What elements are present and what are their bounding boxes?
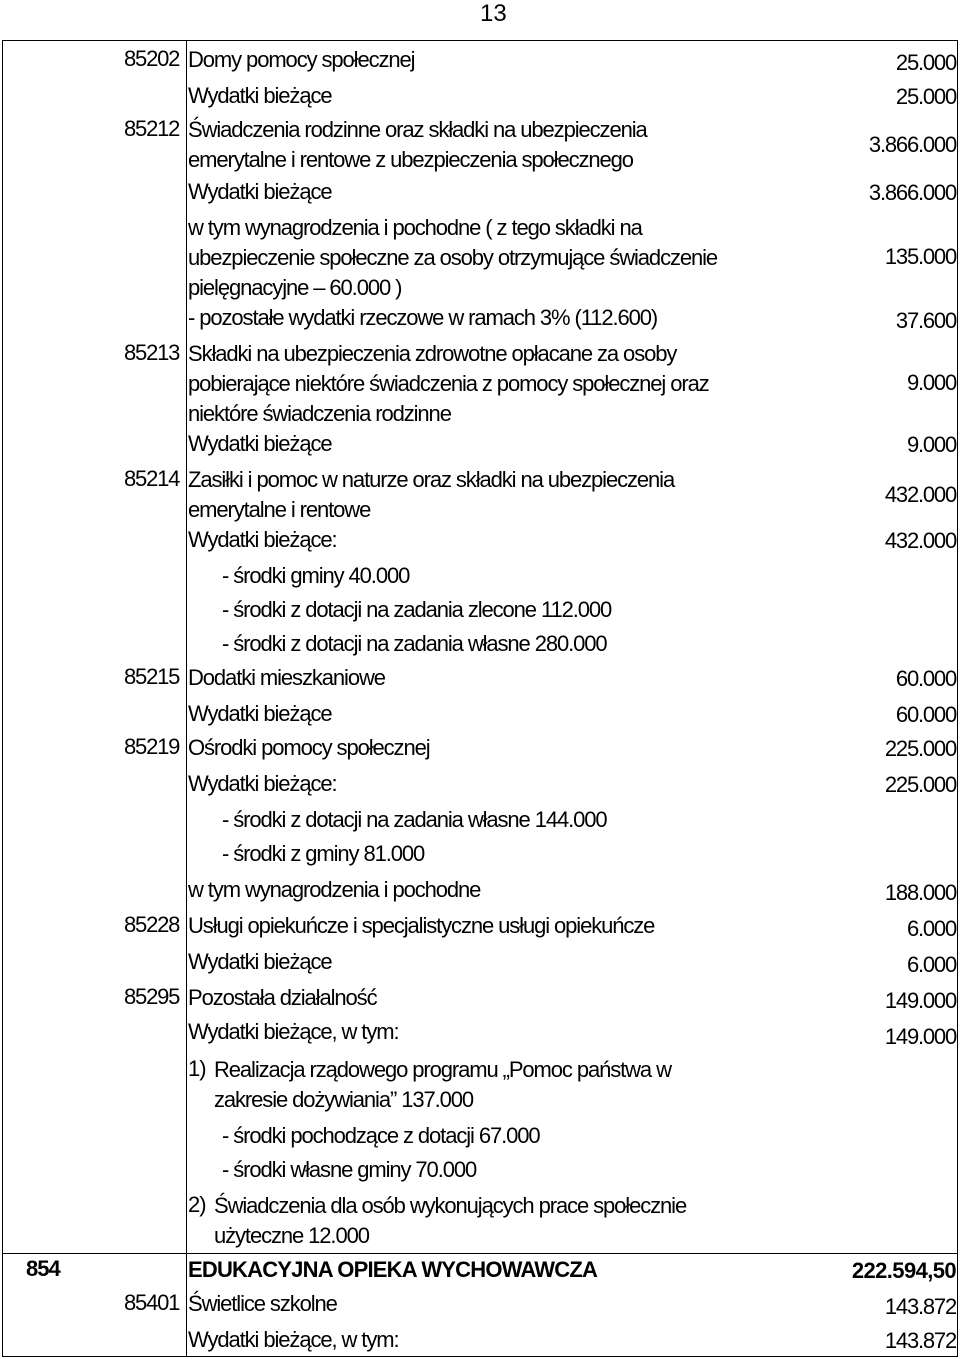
amount: 432.000 <box>884 482 956 507</box>
row-label-cont: emerytalne i rentowe <box>188 497 371 522</box>
row-label: Dodatki mieszkaniowe <box>188 665 385 690</box>
page-number: 13 <box>480 0 507 27</box>
amount: 143.872 <box>884 1294 956 1319</box>
section-title: EDUKACYJNA OPIEKA WYCHOWAWCZA <box>188 1257 598 1282</box>
amount: 225.000 <box>884 736 956 761</box>
code: 85401 <box>124 1290 180 1315</box>
table-border-left <box>2 40 3 1356</box>
row-label: Świadczenia dla osób wykonujących prace społecznie <box>214 1193 687 1218</box>
amount: 25.000 <box>895 50 956 75</box>
row-label: Zasiłki i pomoc w naturze oraz składki na ubezpieczenia <box>188 467 675 492</box>
row-label: Realizacja rządowego programu „Pomoc państwa w <box>214 1057 671 1082</box>
row-label: - środki z dotacji na zadania własne 280.000 <box>222 631 607 656</box>
row-label: Wydatki bieżące <box>188 83 332 108</box>
row-label: Pozostała działalność <box>188 985 377 1010</box>
table-border-right <box>957 40 958 1356</box>
section-code: 854 <box>26 1256 60 1281</box>
table-border-top <box>2 40 958 41</box>
row-label: w tym wynagrodzenia i pochodne ( z tego składki na <box>188 215 642 240</box>
row-label: Wydatki bieżące, w tym: <box>188 1327 399 1352</box>
amount: 6.000 <box>906 916 956 941</box>
list-number: 1) <box>188 1056 206 1081</box>
code: 85202 <box>124 46 180 71</box>
row-label-cont: zakresie dożywiania” 137.000 <box>214 1087 474 1112</box>
row-label: Wydatki bieżące <box>188 431 332 456</box>
amount: 143.872 <box>884 1328 956 1353</box>
amount: 149.000 <box>884 988 956 1013</box>
row-label-cont: ubezpieczenie społeczne za osoby otrzymujące świadczenie <box>188 245 718 270</box>
row-label: - środki z gminy 81.000 <box>222 841 425 866</box>
amount: 3.866.000 <box>868 132 956 157</box>
amount: 60.000 <box>895 666 956 691</box>
table-border-bottom <box>2 1356 958 1357</box>
table-column-divider <box>186 40 187 1356</box>
amount: 37.600 <box>895 308 956 333</box>
row-label-cont: niektóre świadczenia rodzinne <box>188 401 451 426</box>
amount: 3.866.000 <box>868 180 956 205</box>
row-label: Składki na ubezpieczenia zdrowotne opłacane za osoby <box>188 341 677 366</box>
code: 85228 <box>124 912 180 937</box>
row-label: - środki z dotacji na zadania własne 144.000 <box>222 807 607 832</box>
amount: 149.000 <box>884 1024 956 1049</box>
row-label: Wydatki bieżące <box>188 179 332 204</box>
row-label: Wydatki bieżące: <box>188 527 337 552</box>
row-label-cont: użyteczne 12.000 <box>214 1223 369 1248</box>
amount: 9.000 <box>906 432 956 457</box>
code: 85214 <box>124 466 180 491</box>
amount: 135.000 <box>884 244 956 269</box>
row-label-cont: pielęgnacyjne – 60.000 ) <box>188 275 402 300</box>
code: 85219 <box>124 734 180 759</box>
amount: 9.000 <box>906 370 956 395</box>
row-label: Domy pomocy społecznej <box>188 47 415 72</box>
row-label-cont: emerytalne i rentowe z ubezpieczenia społecznego <box>188 147 633 172</box>
amount: 25.000 <box>895 84 956 109</box>
list-number: 2) <box>188 1192 206 1217</box>
row-label: Świadczenia rodzinne oraz składki na ubezpieczenia <box>188 117 647 142</box>
row-label: Wydatki bieżące: <box>188 771 337 796</box>
amount: 225.000 <box>884 772 956 797</box>
row-label: - pozostałe wydatki rzeczowe w ramach 3% (112.600) <box>188 305 658 330</box>
row-label: Wydatki bieżące, w tym: <box>188 1019 399 1044</box>
row-label: Usługi opiekuńcze i specjalistyczne usługi opiekuńcze <box>188 913 655 938</box>
code: 85213 <box>124 340 180 365</box>
row-label: Wydatki bieżące <box>188 949 332 974</box>
row-label: w tym wynagrodzenia i pochodne <box>188 877 481 902</box>
row-label: - środki z dotacji na zadania zlecone 112.000 <box>222 597 612 622</box>
amount: 432.000 <box>884 528 956 553</box>
code: 85212 <box>124 116 180 141</box>
section-divider <box>2 1253 958 1254</box>
row-label: - środki pochodzące z dotacji 67.000 <box>222 1123 540 1148</box>
amount: 188.000 <box>884 880 956 905</box>
amount: 6.000 <box>906 952 956 977</box>
row-label: Ośrodki pomocy społecznej <box>188 735 430 760</box>
amount: 60.000 <box>895 702 956 727</box>
code: 85215 <box>124 664 180 689</box>
row-label: - środki gminy 40.000 <box>222 563 410 588</box>
row-label-cont: pobierające niektóre świadczenia z pomocy społecznej oraz <box>188 371 709 396</box>
row-label: Wydatki bieżące <box>188 701 332 726</box>
code: 85295 <box>124 984 180 1009</box>
row-label: - środki własne gminy 70.000 <box>222 1157 477 1182</box>
section-amount: 222.594,50 <box>851 1258 956 1283</box>
row-label: Świetlice szkolne <box>188 1291 337 1316</box>
